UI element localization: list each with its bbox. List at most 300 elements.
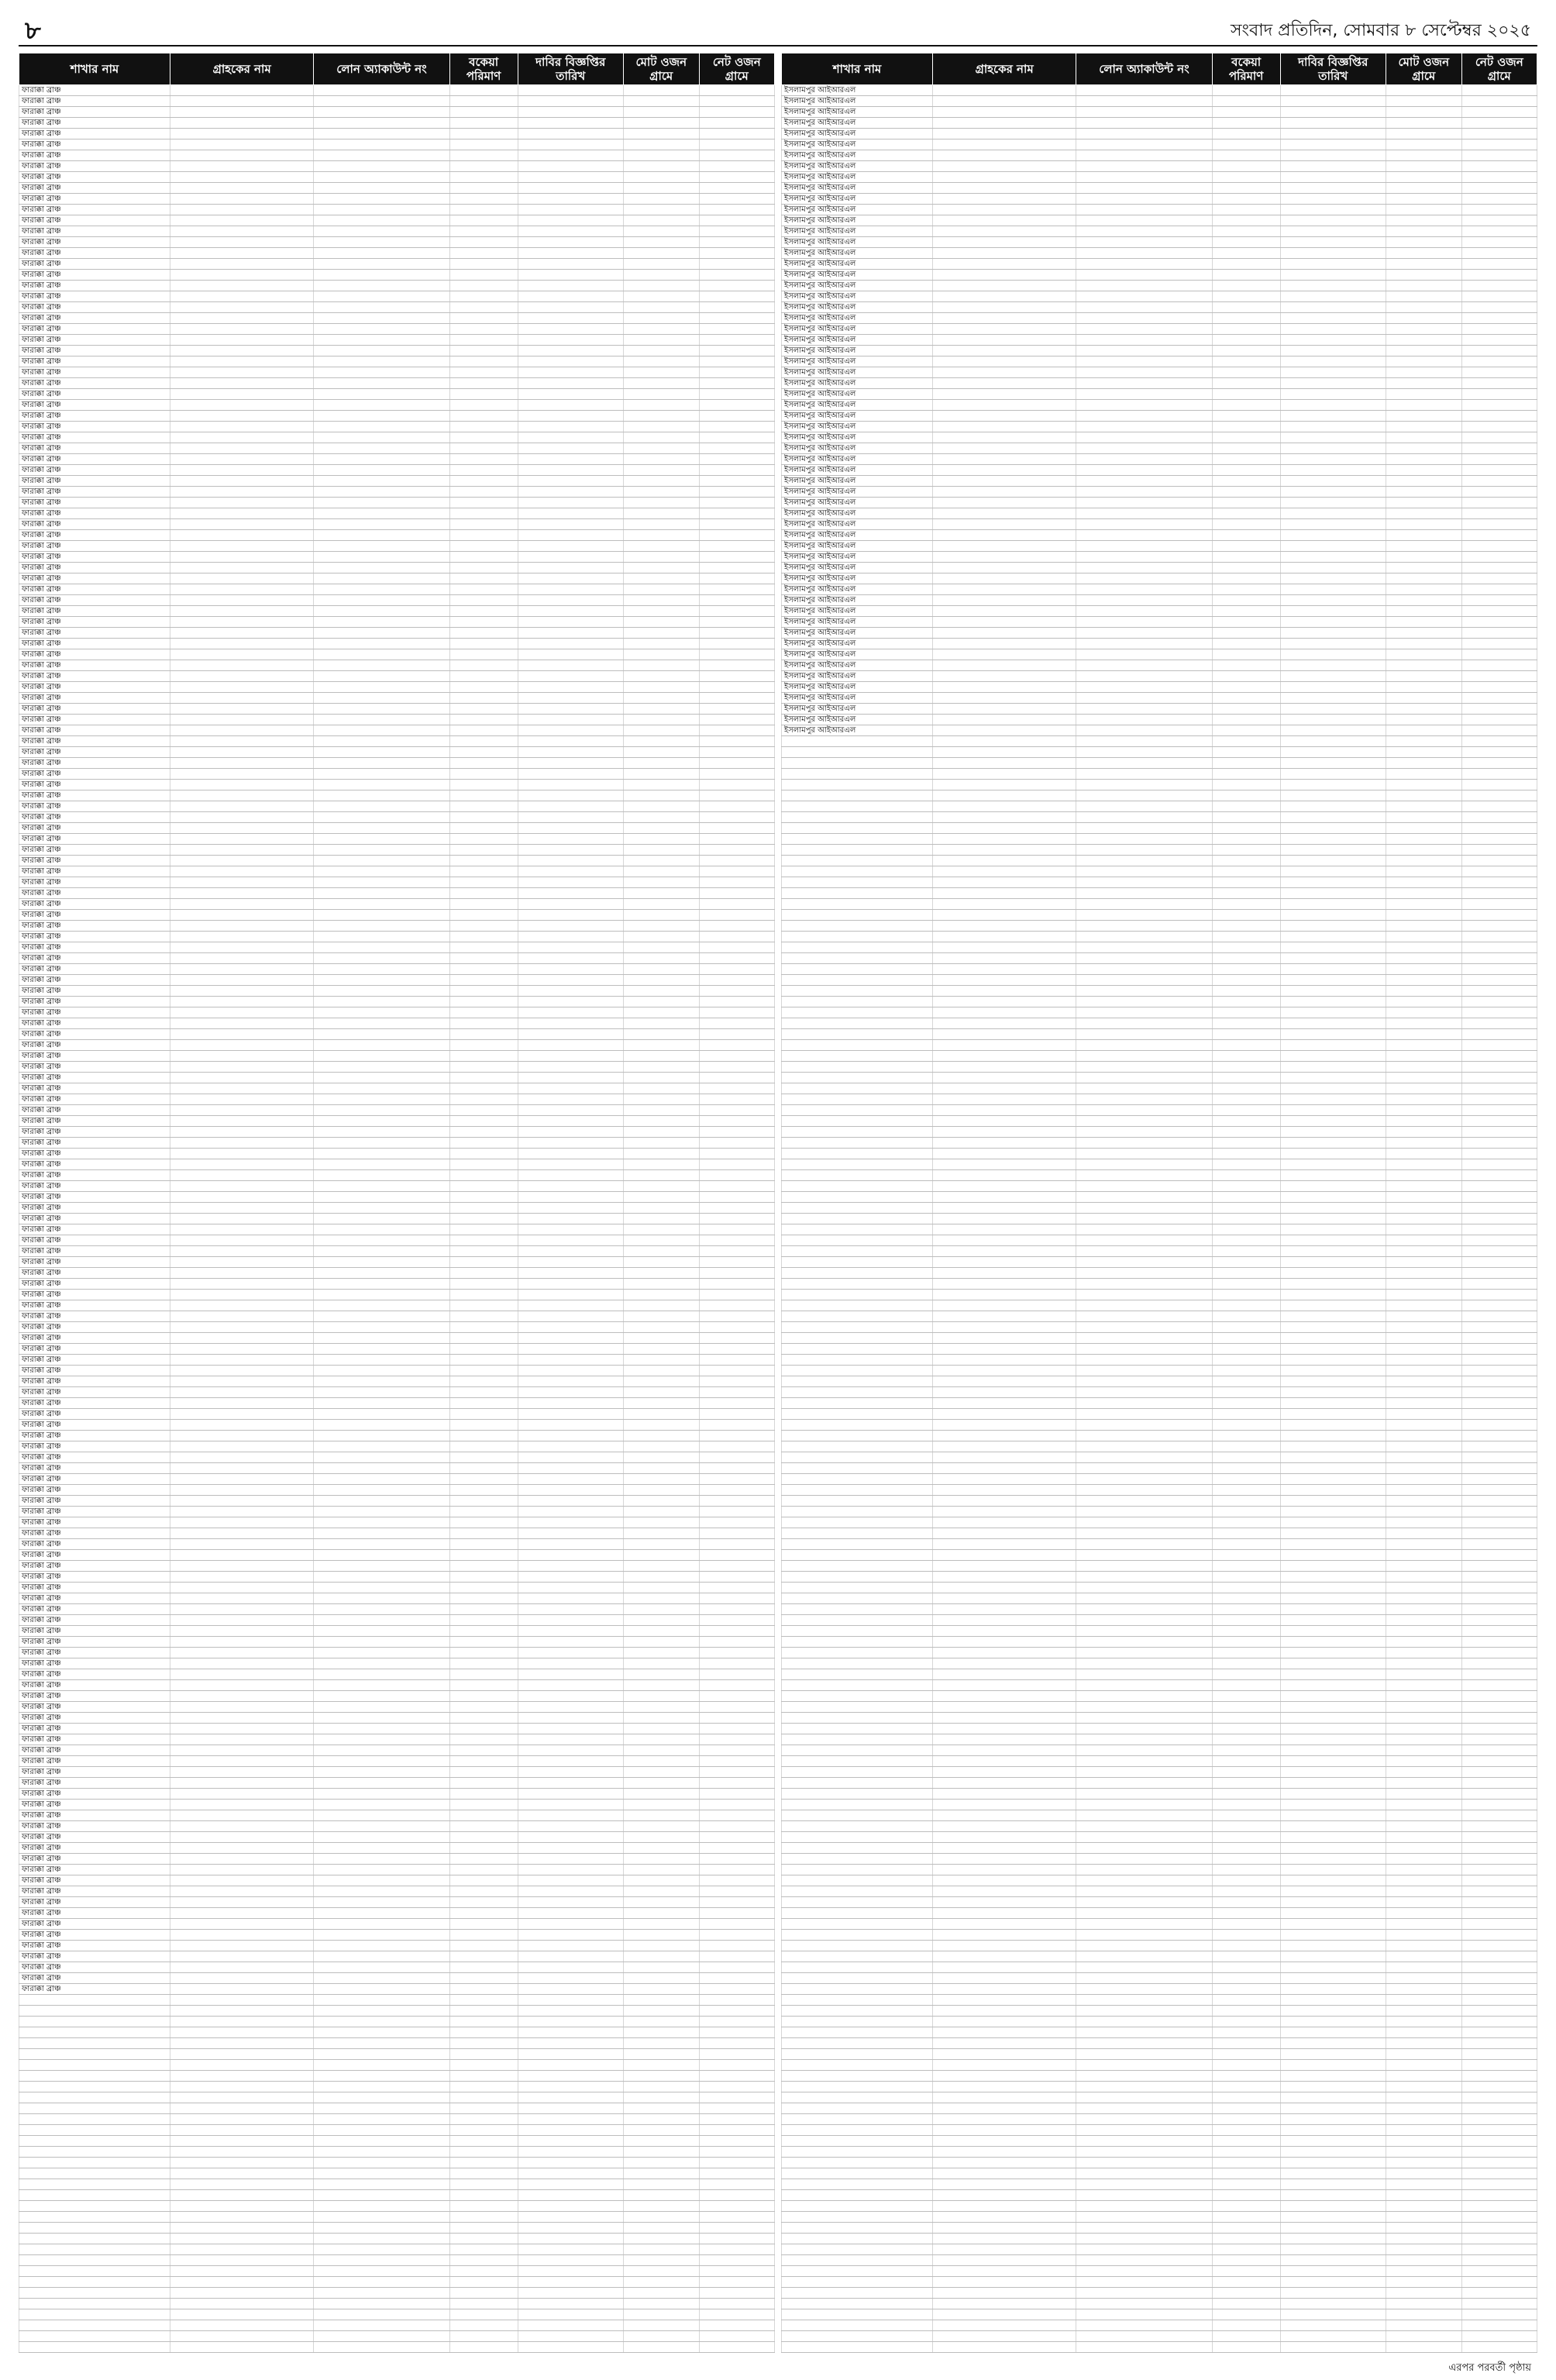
table-cell — [1386, 1170, 1462, 1181]
table-row — [782, 1951, 1537, 1962]
table-row — [19, 834, 775, 845]
table-cell — [518, 1604, 624, 1615]
table-cell — [170, 313, 314, 324]
table-cell — [518, 1496, 624, 1507]
branch-cell — [782, 1724, 933, 1734]
table-cell — [1076, 606, 1213, 617]
branch-cell: ফারাক্কা ব্রাঞ্চ — [19, 1311, 170, 1322]
table-cell — [1076, 932, 1213, 942]
table-cell — [1212, 552, 1280, 563]
table-cell — [170, 346, 314, 356]
table-cell — [1386, 856, 1462, 866]
table-cell — [170, 606, 314, 617]
table-row — [782, 1561, 1537, 1572]
table-cell — [1461, 2320, 1537, 2331]
branch-cell — [782, 2309, 933, 2320]
table-cell — [933, 1094, 1076, 1105]
table-row — [782, 834, 1537, 845]
table-cell — [1280, 1745, 1386, 1756]
table-cell — [624, 834, 700, 845]
table-cell — [1076, 1789, 1213, 1800]
table-cell — [1212, 1810, 1280, 1821]
table-cell — [933, 205, 1076, 215]
table-cell — [314, 367, 450, 378]
table-cell — [170, 1051, 314, 1062]
table-cell — [1461, 649, 1537, 660]
table-cell — [170, 1398, 314, 1409]
table-cell — [314, 2190, 450, 2201]
table-cell — [1280, 715, 1386, 725]
table-cell — [699, 780, 775, 790]
table-cell — [1386, 1463, 1462, 1474]
table-cell — [1386, 2255, 1462, 2266]
branch-cell — [782, 1745, 933, 1756]
table-cell — [449, 85, 518, 96]
table-cell — [1076, 1062, 1213, 1073]
table-cell — [699, 1452, 775, 1463]
table-cell — [449, 237, 518, 248]
table-cell — [1386, 498, 1462, 508]
table-cell — [1386, 2190, 1462, 2201]
table-cell — [1461, 552, 1537, 563]
table-cell — [518, 834, 624, 845]
table-row — [19, 422, 775, 432]
table-cell — [699, 2168, 775, 2179]
table-cell — [1076, 1463, 1213, 1474]
branch-cell: ফারাক্কা ব্রাঞ্চ — [19, 270, 170, 281]
table-cell — [449, 1539, 518, 1550]
table-row — [19, 226, 775, 237]
branch-cell — [782, 2071, 933, 2082]
branch-cell — [19, 2320, 170, 2331]
table-cell — [170, 281, 314, 291]
table-cell — [933, 671, 1076, 682]
table-cell — [699, 1789, 775, 1800]
table-cell — [1076, 1474, 1213, 1485]
table-row — [782, 747, 1537, 758]
table-cell — [1076, 2320, 1213, 2331]
table-cell — [314, 942, 450, 953]
table-cell — [624, 2309, 700, 2320]
table-cell — [518, 107, 624, 118]
table-cell — [624, 2266, 700, 2277]
table-cell — [1461, 790, 1537, 801]
table-cell — [170, 2071, 314, 2082]
table-row — [782, 2017, 1537, 2027]
table-cell — [933, 1778, 1076, 1789]
branch-cell: ফারাক্কা ব্রাঞ্চ — [19, 1626, 170, 1637]
branch-cell — [782, 1941, 933, 1951]
table-row — [782, 476, 1537, 487]
table-cell — [1386, 1083, 1462, 1094]
table-row — [19, 595, 775, 606]
table-cell — [699, 1181, 775, 1192]
table-cell — [1386, 1821, 1462, 1832]
branch-cell: ফারাক্কা ব্রাঞ্চ — [19, 1322, 170, 1333]
table-cell — [933, 1224, 1076, 1235]
table-cell — [1386, 801, 1462, 812]
table-cell — [1386, 1832, 1462, 1843]
table-cell — [1386, 194, 1462, 205]
table-row — [782, 378, 1537, 389]
table-cell — [933, 1441, 1076, 1452]
table-cell — [1280, 215, 1386, 226]
table-cell — [449, 508, 518, 519]
table-cell — [518, 530, 624, 541]
table-cell — [933, 1583, 1076, 1593]
table-row — [782, 780, 1537, 790]
table-cell — [933, 1604, 1076, 1615]
branch-cell: ইসলামপুর আইআরএল — [782, 302, 933, 313]
table-cell — [518, 1973, 624, 1984]
table-row — [19, 281, 775, 291]
table-cell — [1212, 888, 1280, 899]
table-cell — [933, 1214, 1076, 1224]
table-cell — [1212, 432, 1280, 443]
table-row — [782, 1572, 1537, 1583]
table-cell — [624, 1149, 700, 1159]
table-cell — [624, 1832, 700, 1843]
table-row — [19, 704, 775, 715]
branch-cell: ফারাক্কা ব্রাঞ্চ — [19, 1648, 170, 1658]
table-row — [782, 1637, 1537, 1648]
table-cell — [1280, 367, 1386, 378]
branch-cell: ফারাক্কা ব্রাঞ্চ — [19, 1550, 170, 1561]
table-cell — [624, 215, 700, 226]
table-row — [19, 1029, 775, 1040]
table-cell — [699, 660, 775, 671]
branch-cell — [782, 1572, 933, 1583]
table-cell — [1212, 1897, 1280, 1908]
table-row — [19, 270, 775, 281]
table-cell — [699, 2342, 775, 2353]
table-row — [782, 1875, 1537, 1886]
table-cell — [518, 1691, 624, 1702]
table-cell — [699, 1246, 775, 1257]
branch-cell: ইসলামপুর আইআরএল — [782, 85, 933, 96]
table-cell — [518, 671, 624, 682]
table-row — [19, 1496, 775, 1507]
table-cell — [624, 1170, 700, 1181]
table-cell — [1212, 1984, 1280, 1995]
table-row — [782, 2168, 1537, 2179]
table-cell — [933, 1105, 1076, 1116]
table-cell — [1212, 541, 1280, 552]
branch-cell — [782, 1756, 933, 1767]
table-row — [782, 1094, 1537, 1105]
table-cell — [314, 1854, 450, 1865]
table-cell — [1386, 281, 1462, 291]
table-cell — [1076, 2125, 1213, 2136]
table-cell — [1076, 877, 1213, 888]
table-cell — [933, 335, 1076, 346]
table-cell — [624, 866, 700, 877]
table-cell — [1280, 1821, 1386, 1832]
table-cell — [1461, 378, 1537, 389]
table-cell — [624, 953, 700, 964]
table-cell — [1212, 172, 1280, 183]
table-cell — [699, 530, 775, 541]
table-cell — [624, 715, 700, 725]
table-cell — [1212, 2071, 1280, 2082]
table-cell — [449, 1951, 518, 1962]
table-cell — [518, 1919, 624, 1930]
table-cell — [1461, 226, 1537, 237]
table-cell — [1212, 1344, 1280, 1355]
table-cell — [699, 1268, 775, 1279]
table-cell — [1386, 649, 1462, 660]
branch-cell — [782, 1018, 933, 1029]
branch-cell: ফারাক্কা ব্রাঞ্চ — [19, 1810, 170, 1821]
table-row — [782, 584, 1537, 595]
table-cell — [314, 411, 450, 422]
table-row — [19, 1366, 775, 1376]
branch-cell — [19, 2266, 170, 2277]
table-cell — [624, 1984, 700, 1995]
table-cell — [518, 877, 624, 888]
table-cell — [1386, 1409, 1462, 1420]
table-cell — [1212, 1398, 1280, 1409]
table-cell — [1280, 1789, 1386, 1800]
table-cell — [170, 1821, 314, 1832]
branch-cell: ফারাক্কা ব্রাঞ্চ — [19, 1702, 170, 1713]
branch-cell: ফারাক্কা ব্রাঞ্চ — [19, 563, 170, 573]
table-cell — [1212, 2006, 1280, 2017]
table-cell — [1280, 758, 1386, 769]
table-cell — [1386, 1951, 1462, 1962]
table-row — [782, 2136, 1537, 2147]
table-cell — [170, 1040, 314, 1051]
table-cell — [449, 432, 518, 443]
table-row — [19, 1539, 775, 1550]
table-cell — [624, 1062, 700, 1073]
table-cell — [1280, 324, 1386, 335]
table-cell — [449, 1669, 518, 1680]
table-row — [19, 1463, 775, 1474]
table-cell — [449, 1832, 518, 1843]
table-row — [782, 1159, 1537, 1170]
branch-cell: ফারাক্কা ব্রাঞ্চ — [19, 1745, 170, 1756]
table-cell — [1076, 2158, 1213, 2168]
table-cell — [449, 780, 518, 790]
table-cell — [449, 1648, 518, 1658]
table-cell — [1386, 2147, 1462, 2158]
table-cell — [518, 2331, 624, 2342]
table-cell — [1212, 183, 1280, 194]
table-row — [782, 2299, 1537, 2309]
table-cell — [449, 1941, 518, 1951]
table-cell — [449, 1485, 518, 1496]
table-cell — [518, 573, 624, 584]
table-cell — [1386, 2103, 1462, 2114]
table-cell — [1212, 715, 1280, 725]
table-cell — [170, 411, 314, 422]
branch-cell: ফারাক্কা ব্রাঞ্চ — [19, 1290, 170, 1300]
table-cell — [1076, 1029, 1213, 1040]
table-cell — [1461, 693, 1537, 704]
table-cell — [518, 324, 624, 335]
table-cell — [933, 2158, 1076, 2168]
table-cell — [1461, 845, 1537, 856]
branch-cell — [782, 2277, 933, 2288]
table-cell — [933, 2353, 1076, 2354]
table-cell — [699, 552, 775, 563]
table-row — [782, 443, 1537, 454]
table-cell — [699, 1583, 775, 1593]
table-row — [19, 617, 775, 628]
table-cell — [933, 1083, 1076, 1094]
table-row — [19, 161, 775, 172]
table-cell — [1212, 1593, 1280, 1604]
right-table — [781, 53, 1537, 2353]
table-cell — [699, 1734, 775, 1745]
table-cell — [933, 780, 1076, 790]
table-cell — [699, 628, 775, 639]
branch-cell — [782, 1897, 933, 1908]
table-cell — [314, 2266, 450, 2277]
table-cell — [699, 259, 775, 270]
table-cell — [314, 443, 450, 454]
table-cell — [699, 1257, 775, 1268]
table-cell — [1386, 1159, 1462, 1170]
table-cell — [314, 259, 450, 270]
branch-cell: ফারাক্কা ব্রাঞ্চ — [19, 790, 170, 801]
table-cell — [1212, 649, 1280, 660]
table-cell — [518, 508, 624, 519]
table-cell — [449, 823, 518, 834]
table-cell — [933, 715, 1076, 725]
table-cell — [1461, 2147, 1537, 2158]
table-cell — [1076, 1583, 1213, 1593]
table-row — [782, 1192, 1537, 1203]
table-cell — [314, 1159, 450, 1170]
table-cell — [170, 508, 314, 519]
table-cell — [933, 96, 1076, 107]
table-row — [782, 1615, 1537, 1626]
table-cell — [699, 2299, 775, 2309]
table-cell — [933, 639, 1076, 649]
table-cell — [1386, 563, 1462, 573]
branch-cell: ফারাক্কা ব্রাঞ্চ — [19, 150, 170, 161]
table-cell — [449, 1311, 518, 1322]
table-cell — [1386, 324, 1462, 335]
table-cell — [699, 1463, 775, 1474]
table-cell — [518, 1517, 624, 1528]
table-cell — [1461, 1919, 1537, 1930]
branch-cell: ফারাক্কা ব্রাঞ্চ — [19, 704, 170, 715]
table-cell — [518, 1561, 624, 1572]
table-row — [782, 639, 1537, 649]
branch-cell: ফারাক্কা ব্রাঞ্চ — [19, 964, 170, 975]
table-cell — [1280, 1528, 1386, 1539]
table-cell — [518, 1713, 624, 1724]
table-cell — [699, 964, 775, 975]
table-row — [782, 2092, 1537, 2103]
table-cell — [314, 1138, 450, 1149]
branch-cell: ফারাক্কা ব্রাঞ্চ — [19, 454, 170, 465]
table-cell — [933, 2342, 1076, 2353]
table-cell — [624, 1745, 700, 1756]
table-cell — [699, 1713, 775, 1724]
table-row — [19, 1149, 775, 1159]
branch-cell: ফারাক্কা ব্রাঞ্চ — [19, 281, 170, 291]
table-cell — [1280, 2136, 1386, 2147]
table-cell — [1386, 2071, 1462, 2082]
table-header-row — [782, 53, 1537, 85]
branch-cell: ফারাক্কা ব্রাঞ্চ — [19, 215, 170, 226]
table-row — [19, 2353, 775, 2354]
table-cell — [1280, 378, 1386, 389]
table-cell — [624, 1007, 700, 1018]
table-cell — [933, 1973, 1076, 1984]
table-cell — [449, 1528, 518, 1539]
table-cell — [170, 617, 314, 628]
branch-cell: ফারাক্কা ব্রাঞ্চ — [19, 1073, 170, 1083]
table-cell — [1461, 975, 1537, 986]
table-cell — [518, 1930, 624, 1941]
table-cell — [314, 1789, 450, 1800]
branch-cell: ফারাক্কা ব্রাঞ্চ — [19, 519, 170, 530]
table-cell — [1280, 1767, 1386, 1778]
table-cell — [1461, 1040, 1537, 1051]
table-cell — [170, 628, 314, 639]
table-cell — [624, 1441, 700, 1452]
table-cell — [1280, 1387, 1386, 1398]
table-cell — [449, 2234, 518, 2244]
table-cell — [518, 2201, 624, 2212]
table-cell — [1212, 129, 1280, 139]
table-cell — [1461, 2212, 1537, 2223]
table-cell — [314, 1192, 450, 1203]
table-cell — [1461, 1832, 1537, 1843]
table-cell — [1461, 1224, 1537, 1235]
branch-cell — [782, 1062, 933, 1073]
branch-cell — [782, 1637, 933, 1648]
table-cell — [1212, 2244, 1280, 2255]
table-cell — [449, 1615, 518, 1626]
table-row — [782, 2320, 1537, 2331]
branch-cell — [782, 1615, 933, 1626]
table-cell — [1212, 1680, 1280, 1691]
table-cell — [170, 150, 314, 161]
table-cell — [1212, 335, 1280, 346]
branch-cell: ইসলামপুর আইআরএল — [782, 172, 933, 183]
table-cell — [314, 845, 450, 856]
table-cell — [1280, 291, 1386, 302]
table-cell — [1076, 1040, 1213, 1051]
table-row — [782, 2125, 1537, 2136]
table-cell — [699, 226, 775, 237]
table-cell — [699, 790, 775, 801]
table-cell — [449, 2277, 518, 2288]
col-header-gross-weight: মোট ওজন গ্রামে — [624, 53, 700, 85]
table-cell — [1386, 1344, 1462, 1355]
branch-cell: ফারাক্কা ব্রাঞ্চ — [19, 1485, 170, 1496]
table-cell — [624, 2114, 700, 2125]
branch-cell — [782, 1691, 933, 1702]
branch-cell — [19, 2223, 170, 2234]
table-cell — [1461, 1908, 1537, 1919]
table-cell — [1280, 259, 1386, 270]
table-cell — [1386, 172, 1462, 183]
table-cell — [1461, 1604, 1537, 1615]
table-cell — [170, 1832, 314, 1843]
table-cell — [314, 2168, 450, 2179]
table-cell — [449, 1387, 518, 1398]
branch-cell — [19, 2092, 170, 2103]
branch-cell — [782, 1561, 933, 1572]
table-cell — [1076, 1593, 1213, 1604]
